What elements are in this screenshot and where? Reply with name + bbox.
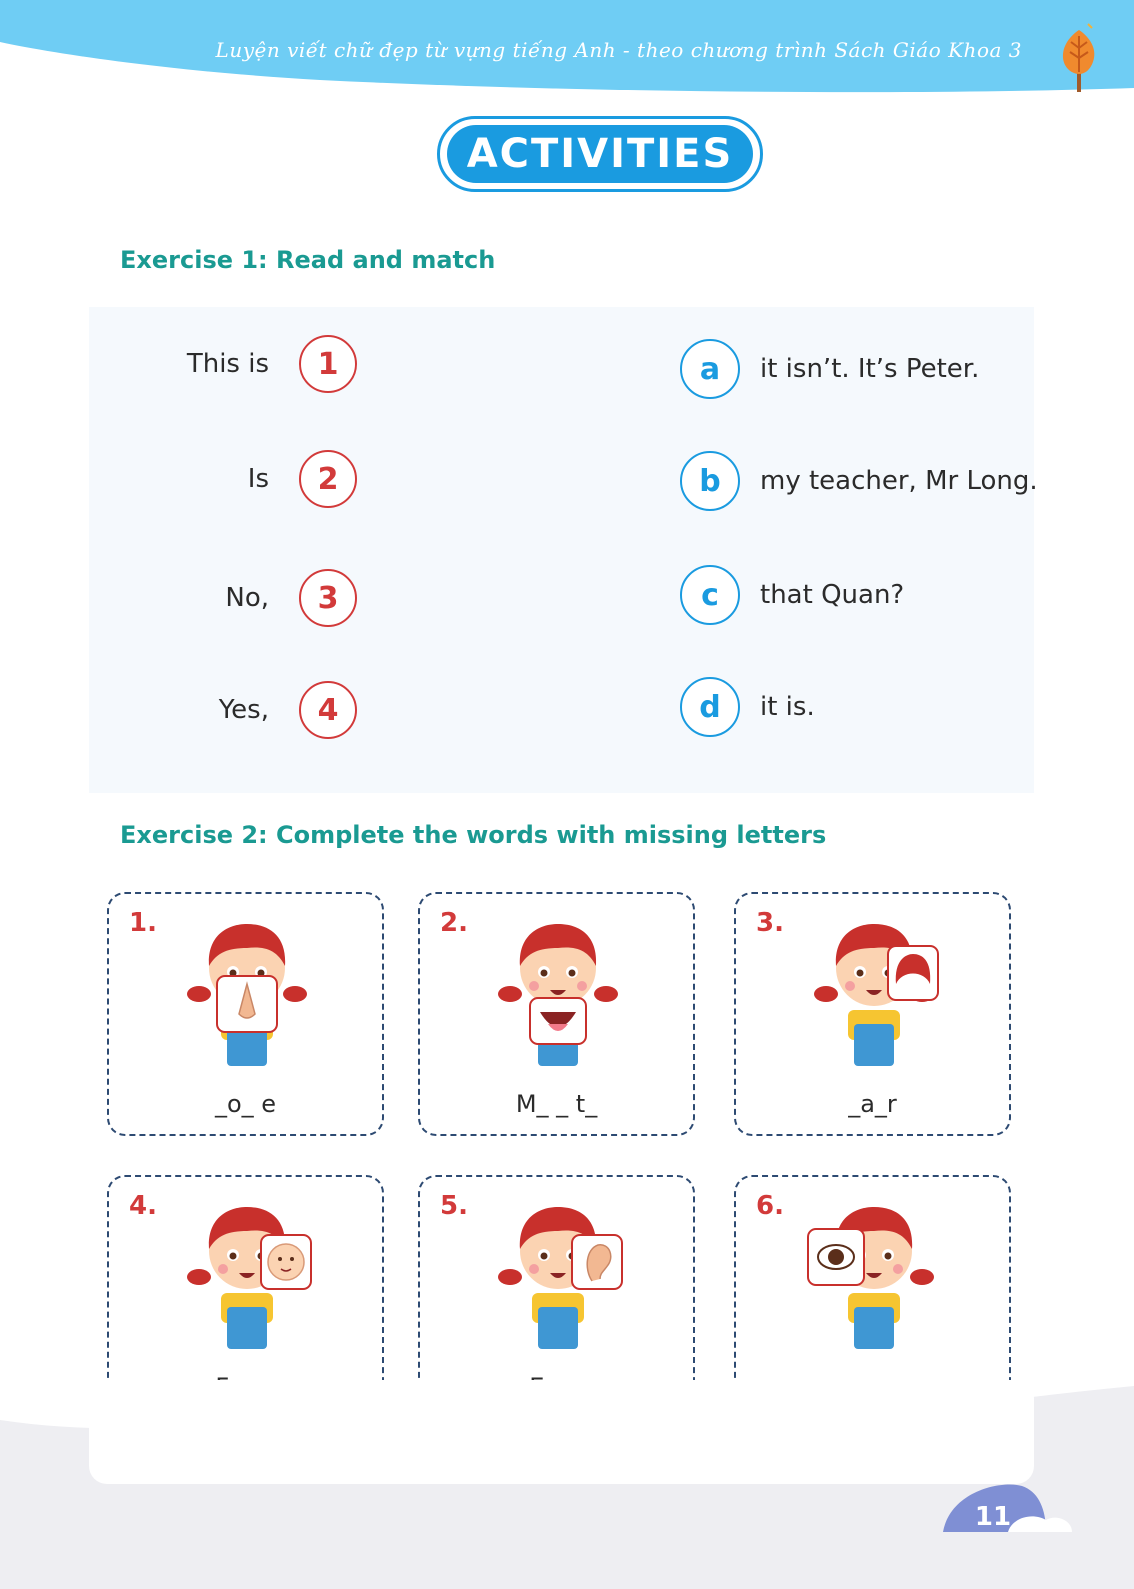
match-left-item-4 [89,681,357,739]
match-right-text: it is. [760,692,815,722]
ear-card-icon [488,1189,628,1349]
match-left-label: This is [186,349,269,379]
page-number: 11 [974,1502,1012,1532]
match-number-circle[interactable]: 1 [299,335,357,393]
card-word[interactable]: _o_ e [214,1090,277,1118]
activities-title [437,116,763,192]
match-left-label: No, [225,583,269,613]
exercise1-heading: Exercise 1: Read and match [120,246,496,274]
hair-card-icon [804,906,944,1066]
match-left-label: Is [247,464,269,494]
eye-card-icon [804,1189,944,1349]
exercise2-heading: Exercise 2: Complete the words with missing letters [120,821,827,849]
card-number: 1. [129,908,157,938]
match-letter-circle[interactable]: b [680,451,740,511]
face-card-icon [177,1189,317,1349]
card-word[interactable]: M_ _ t_ [515,1090,598,1118]
card-number: 4. [129,1191,157,1221]
card-number: 5. [440,1191,468,1221]
activities-title-text: ACTIVITIES [447,125,753,183]
header-subtitle: Luyện viết chữ đẹp từ vựng tiếng Anh - theo chương trình Sách Giáo Khoa 3 [215,38,1022,62]
word-card-2 [418,892,695,1136]
word-card-1 [107,892,384,1136]
match-right-item-c [680,565,904,625]
mouth-card-icon [488,906,628,1066]
match-right-text: my teacher, Mr Long. [760,466,1038,496]
match-left-item-3 [89,569,357,627]
tree-icon [1058,22,1100,94]
card-number: 2. [440,908,468,938]
match-number-circle[interactable]: 4 [299,681,357,739]
match-letter-circle[interactable]: a [680,339,740,399]
match-right-text: that Quan? [760,580,905,610]
match-right-item-d [680,677,815,737]
nose-card-icon [177,906,317,1066]
card-number: 6. [756,1191,784,1221]
match-letter-circle[interactable]: d [680,677,740,737]
match-letter-circle[interactable]: c [680,565,740,625]
footer-wave [0,1380,1134,1589]
card-number: 3. [756,908,784,938]
match-panel [89,307,1038,793]
match-number-circle[interactable]: 2 [299,450,357,508]
match-right-item-a [680,339,979,399]
match-left-item-1 [89,335,357,393]
match-left-item-2 [89,450,357,508]
match-number-circle[interactable]: 3 [299,569,357,627]
match-left-label: Yes, [218,695,269,725]
card-word[interactable]: _a_r [848,1090,897,1118]
match-right-text: it isn’t. It’s Peter. [760,354,980,384]
word-card-3 [734,892,1011,1136]
match-right-item-b [680,451,1038,511]
